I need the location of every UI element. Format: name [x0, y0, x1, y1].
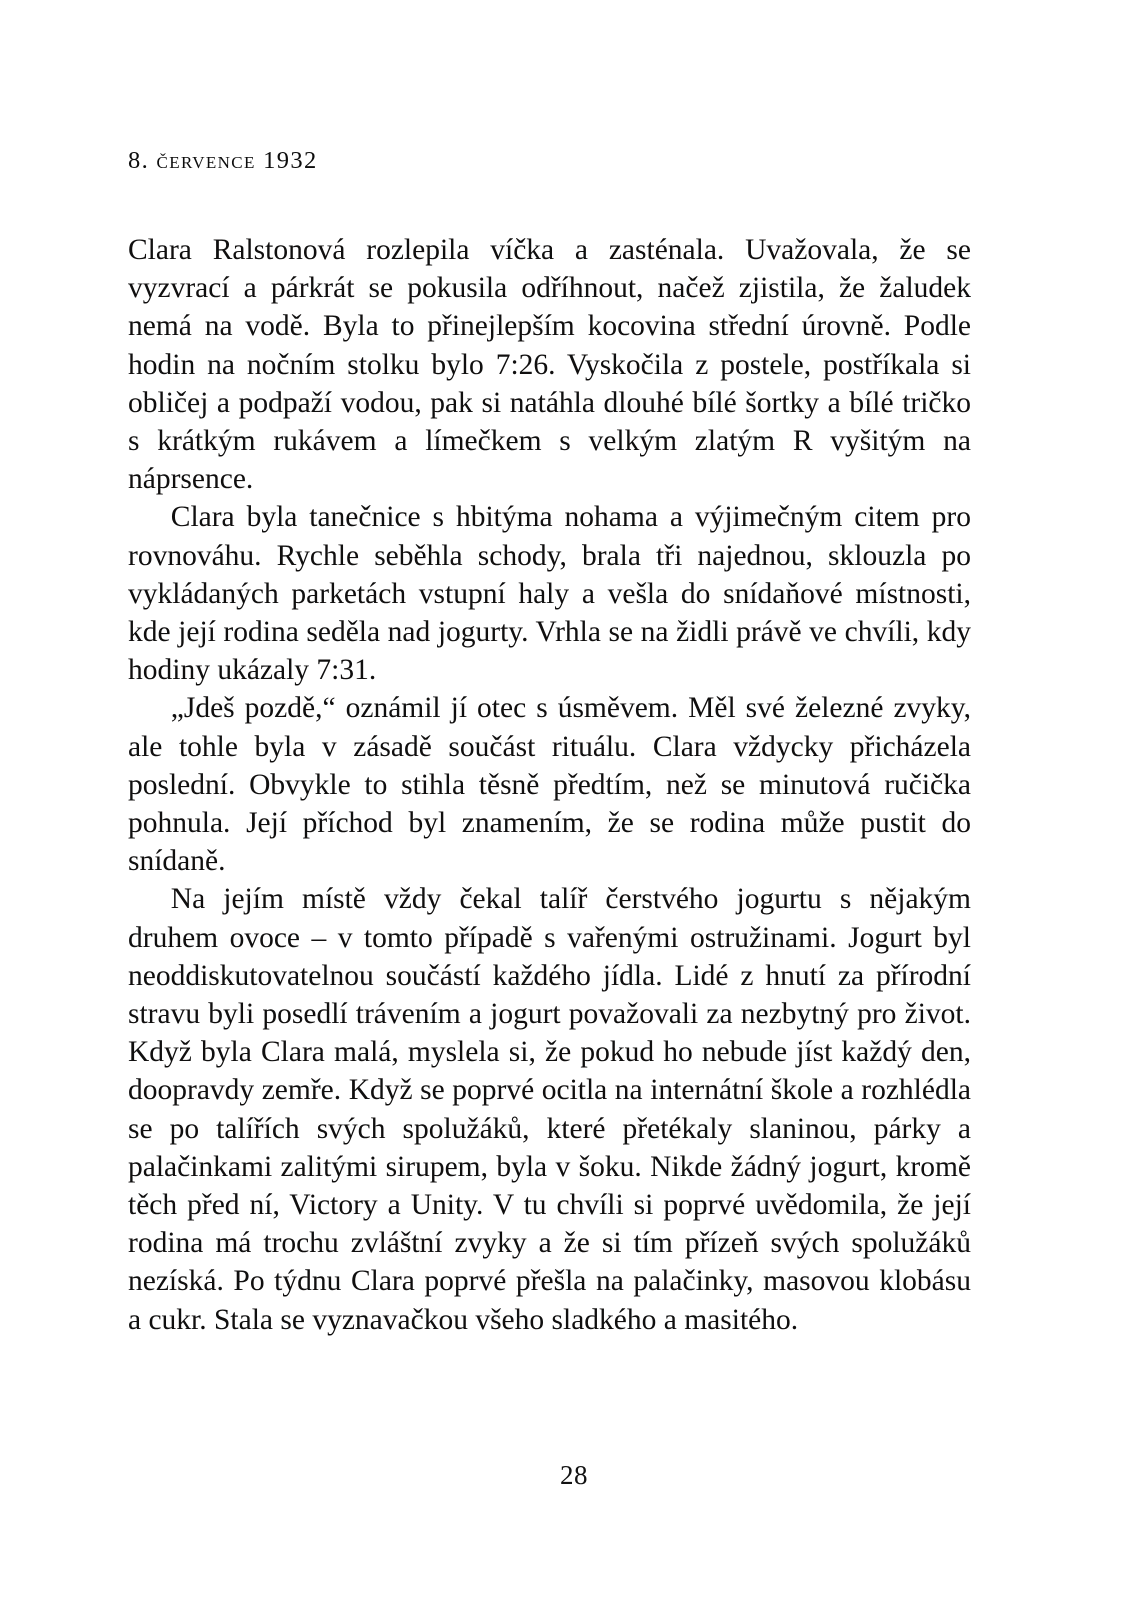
paragraph: Clara Ralstonová rozlepila víčka a zasténala. Uvažovala, že se vyzvrací a párkrát se pokusila odříhnout, načež zjistila, že žaludek nemá na vodě. Byla to přinejlepším kocovina střední úrovně. Podle hodin na nočním stolku bylo 7:26. Vyskočila z postele, postříkala si obličej a podpaží vodou, pak si natáhla dlouhé bílé šortky a bílé tričko s krátkým rukávem a límečkem s velkým zlatým R vyšitým na náprsence.	[128, 233, 971, 496]
paragraph: Na jejím místě vždy čekal talíř čerstvého jogurtu s nějakým druhem ovoce – v tomto případě s vařenými ostružinami. Jogurt byl neoddiskutovatelnou součástí každého jídla. Lidé z hnutí za přírodní stravu byli posedlí trávením a jogurt považovali za nezbytný pro život. Když byla Clara malá, myslela si, že pokud ho nebude jíst každý den, doopravdy zemře. Když se poprvé ocitla na internátní škole a rozhlédla se po talířích svých spolužáků, které přetékaly slaninou, párky a palačinkami zalitými sirupem, byla v šoku. Nikde žádný jogurt, kromě těch před ní, Victory a Unity. V tu chvíli si poprvé uvědomila, že její rodina má trochu zvláštní zvyky a že si tím přízeň svých spolužáků nezíská. Po týdnu Clara poprvé přešla na palačinky, masovou klobásu a cukr. Stala se vyznavačkou všeho sladkého a masitého.	[128, 883, 971, 1336]
paragraph: Clara byla tanečnice s hbitýma nohama a výjimečným citem pro rovnováhu. Rychle seběhla schody, brala tři najednou, sklouzla po vykládaných parketách vstupní haly a vešla do snídaňové místnosti, kde její rodina seděla nad jogurty. Vrhla se na židli právě ve chvíli, kdy hodiny ukázaly 7:31.	[128, 501, 971, 687]
chapter-date-heading: 8. července 1932	[128, 147, 318, 174]
page-number: 28	[559, 1460, 589, 1490]
paragraph: „Jdeš pozdě,“ oznámil jí otec s úsměvem. Měl své železné zvyky, ale tohle byla v zásadě součást rituálu. Clara vždycky přicházela poslední. Obvykle to stihla těsně předtím, než se minutová ručička pohnula. Její příchod byl znamením, že se rodina může pustit do snídaně.	[128, 692, 971, 878]
body-text	[128, 231, 971, 1339]
text-block	[128, 148, 971, 1339]
